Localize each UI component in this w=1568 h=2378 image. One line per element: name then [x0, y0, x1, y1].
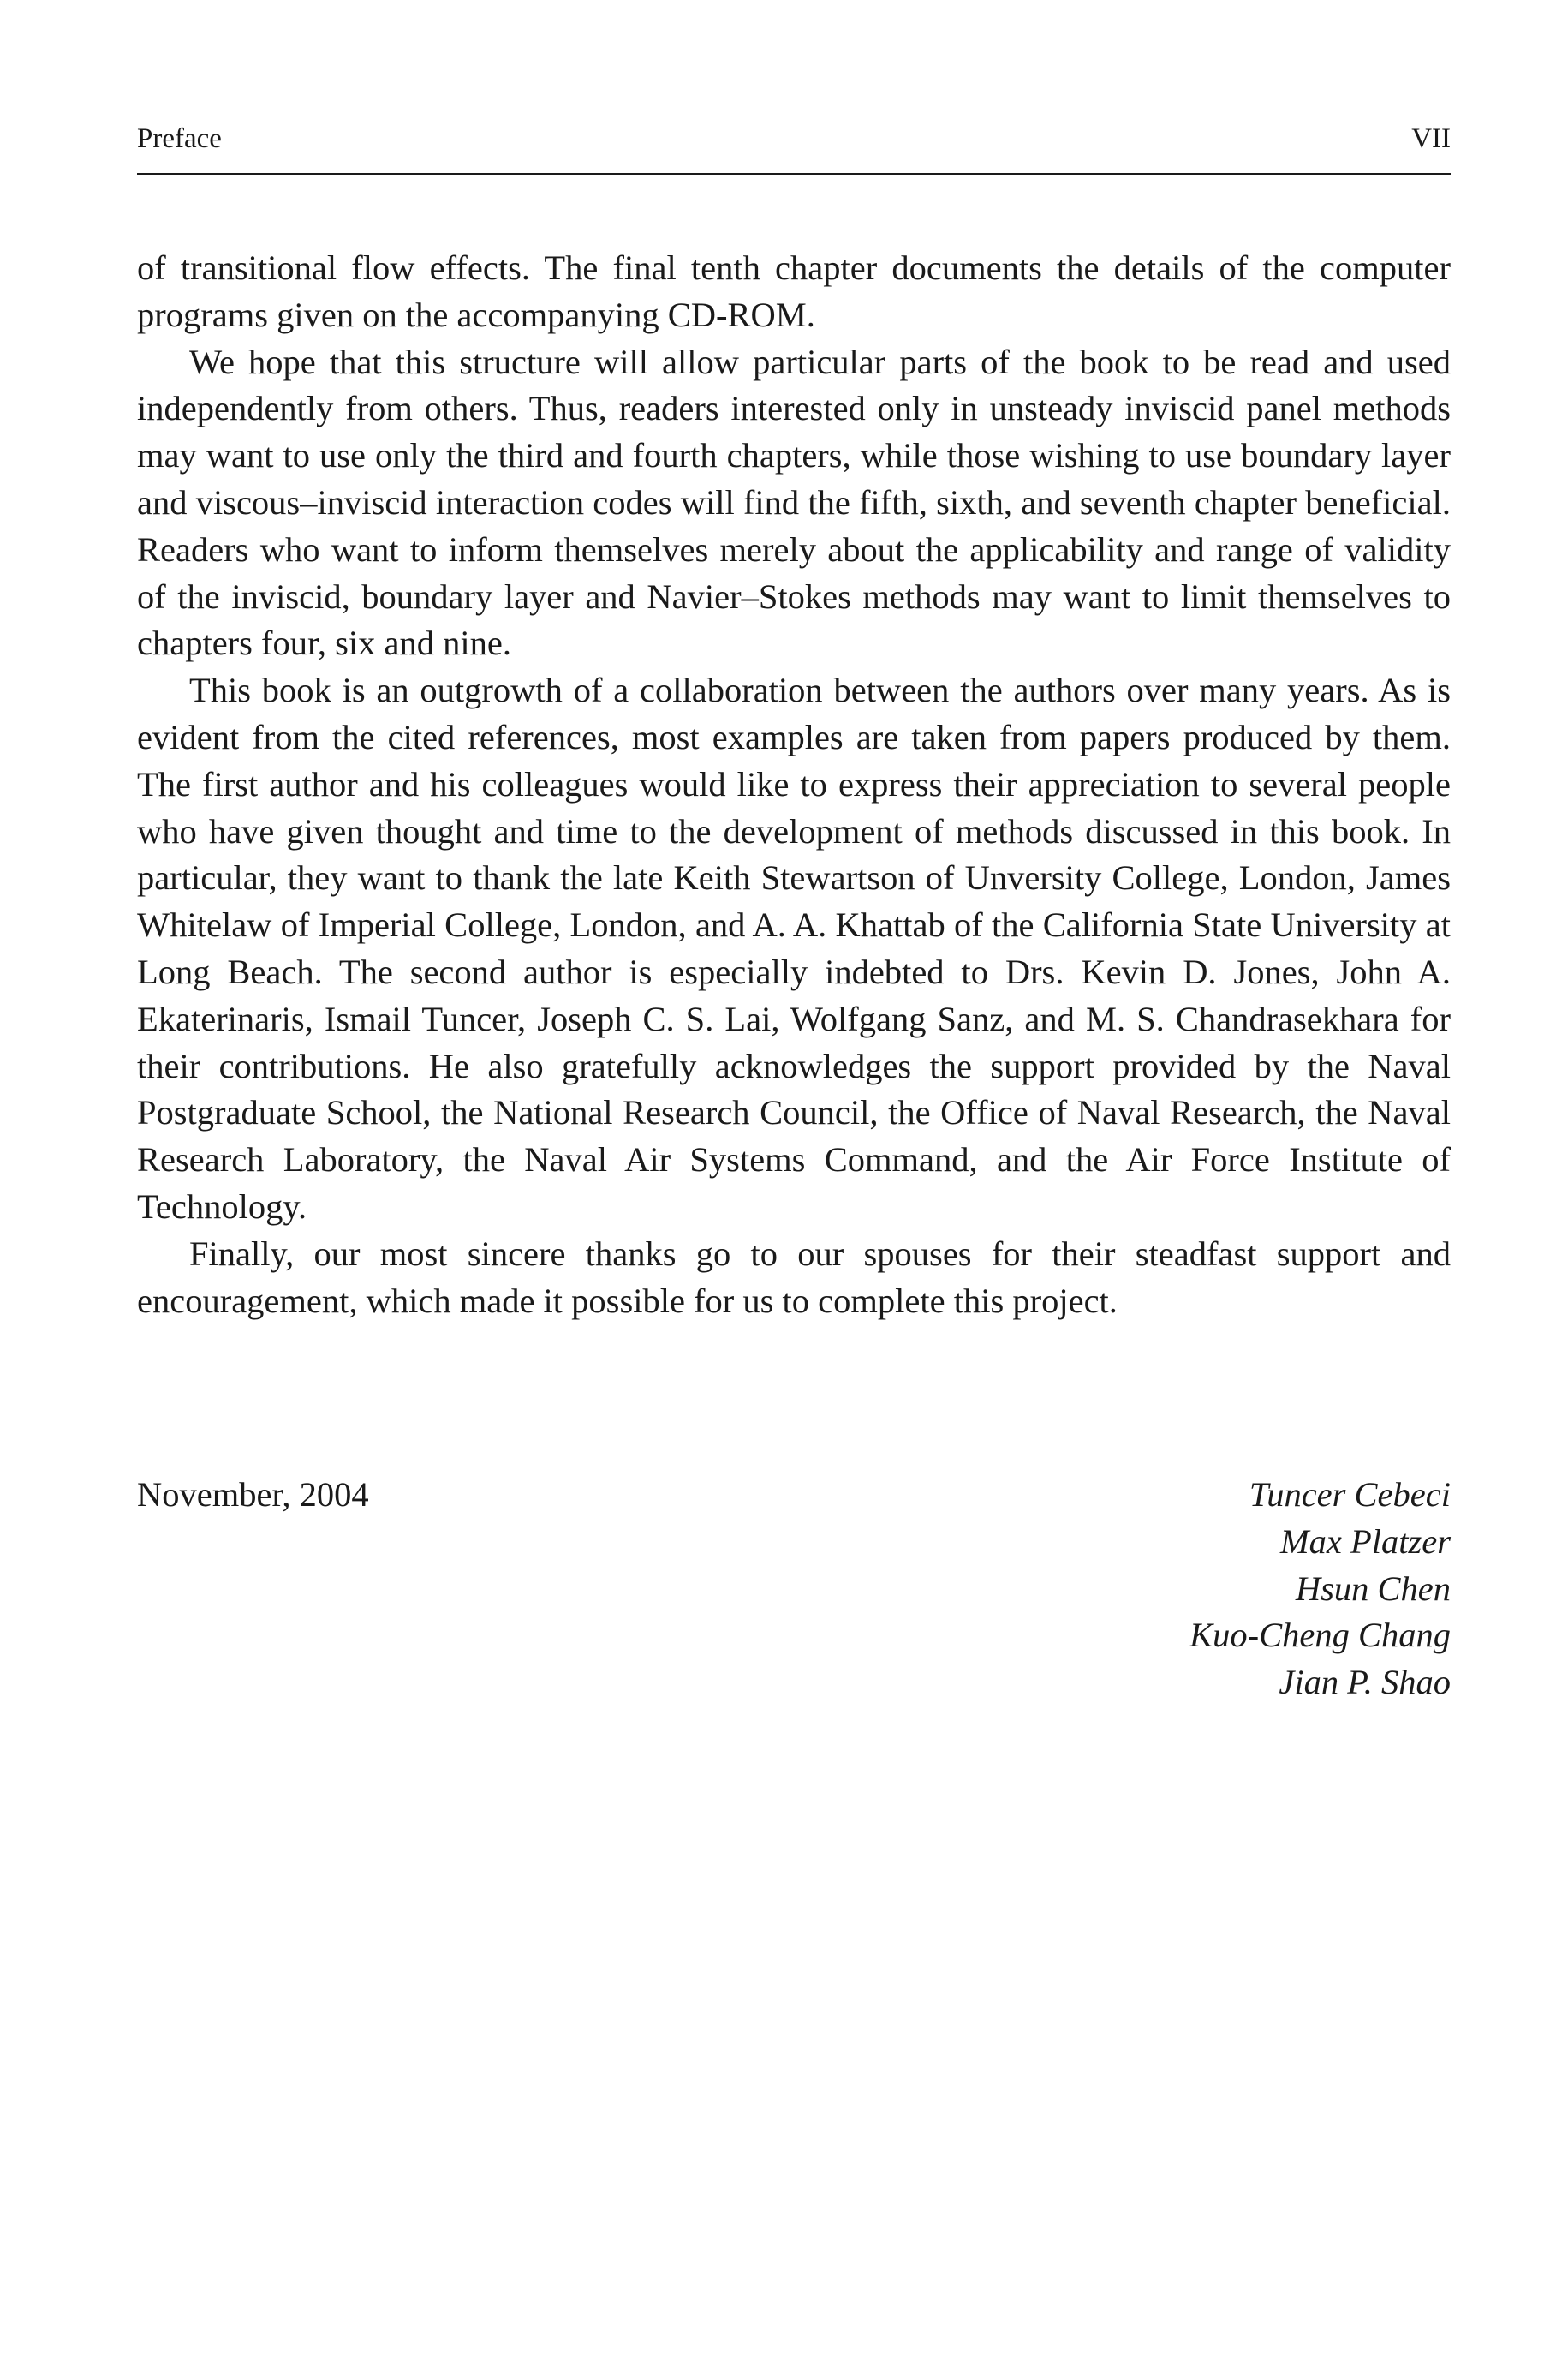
author-name: Tuncer Cebeci	[1249, 1475, 1451, 1514]
author-name: Jian P. Shao	[1279, 1663, 1451, 1702]
page-number: VII	[1411, 123, 1451, 154]
body-text	[137, 245, 1451, 1324]
paragraph-continued: of transitional flow effects. The final tenth chapter documents the details of the computer programs given on the accompanying CD-ROM.	[137, 248, 1451, 334]
paragraph-structure: We hope that this structure will allow particular parts of the book to be read and used independently from others. Thus, readers interested only in unsteady inviscid panel methods may want to use only the third and fourth chapters, while those wishing to use boundary layer and viscous–inviscid interaction codes will find the fifth, sixth, and seventh chapter beneficial. Readers who want to inform themselves merely about the applicability and range of validity of the inviscid, boundary layer and Navier–Stokes methods may want to limit themselves to chapters four, six and nine.	[137, 342, 1451, 663]
date: November, 2004	[137, 1475, 369, 1514]
page-header	[137, 122, 1451, 175]
author-name: Kuo-Cheng Chang	[1189, 1616, 1451, 1655]
paragraph-thanks: Finally, our most sincere thanks go to our spouses for their steadfast support and encouragement, which made it possible for us to complete this project.	[137, 1234, 1451, 1320]
running-head: Preface	[137, 123, 222, 154]
paragraph-acknowledgements: This book is an outgrowth of a collaboration between the authors over many years. As is evident from the cited references, most examples are taken from papers produced by them. The first author and his colleagues would like to express their appreciation to several people who have given thought and time to the development of methods discussed in this book. In particular, they want to thank the late Keith Stewartson of Unversity College, London, James Whitelaw of Imperial College, London, and A. A. Khattab of the California State University at Long Beach. The second author is especially indebted to Drs. Kevin D. Jones, John A. Ekaterinaris, Ismail Tuncer, Joseph C. S. Lai, Wolfgang Sanz, and M. S. Chandrasekhara for their contributions. He also gratefully acknowledges the support provided by the Naval Postgraduate School, the National Research Council, the Office of Naval Research, the Naval Research Laboratory, the Naval Air Systems Command, and the Air Force Institute of Technology.	[137, 671, 1451, 1226]
author-list	[1189, 1472, 1451, 1706]
author-name: Max Platzer	[1279, 1521, 1451, 1561]
author-name: Hsun Chen	[1295, 1568, 1451, 1608]
